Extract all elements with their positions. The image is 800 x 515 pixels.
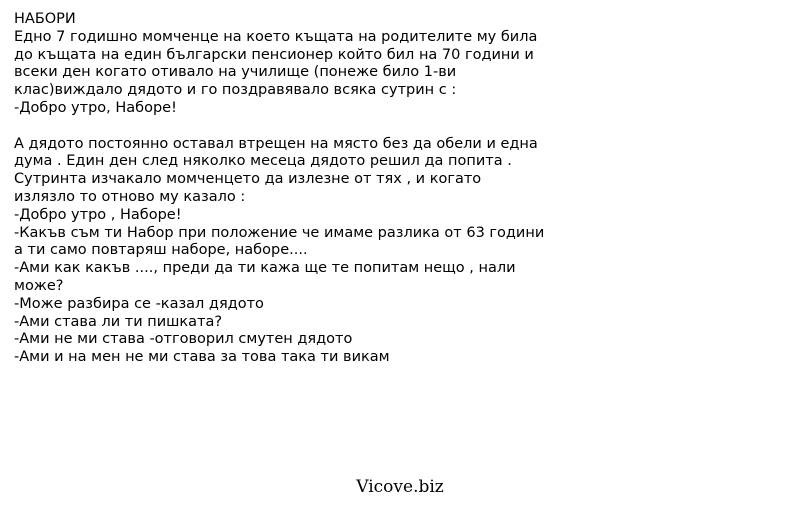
joke-title: НАБОРИ [14,11,76,27]
text-line: може? [14,277,64,294]
text-line: -Ами как какъв ...., преди да ти кажа ще те попитам нещо , нали [14,260,516,277]
joke-text [14,11,784,367]
text-line: -Ами става ли ти пишката? [14,313,223,330]
text-line: -Може разбира се -казал дядото [14,295,264,312]
site-watermark: Vicove.biz [356,477,444,497]
text-line: клас)виждало дядото и го поздравявало всяка сутрин с : [14,82,457,99]
text-line: Сутринта изчакало момченцето да излезне от тях , и когато [14,171,482,188]
text-line: -Ами и на мен не ми става за това така ти викам [14,349,390,366]
text-line: дума . Един ден след няколко месеца дядото решил да попита . [14,153,512,170]
text-line: -Ами не ми става -отговорил смутен дядото [14,331,353,348]
paragraph-gap [14,118,784,136]
text-line: а ти само повтаряш наборе, наборе.... [14,242,308,259]
text-line: до къщата на един български пенсионер който бил на 70 години и [14,46,534,63]
text-line: -Добро утро, Наборе! [14,99,177,116]
text-line: А дядото постоянно оставал втрещен на място без да обели и една [14,135,538,152]
text-line: -Добро утро , Наборе! [14,206,182,223]
text-line: -Какъв съм ти Набор при положение че имаме разлика от 63 години [14,224,545,241]
text-line: излязло то отново му казало : [14,188,246,205]
text-line: Едно 7 годишно момченце на което къщата на родителите му била [14,28,538,45]
text-line: всеки ден когато отивало на училище (понеже било 1-ви [14,64,457,81]
